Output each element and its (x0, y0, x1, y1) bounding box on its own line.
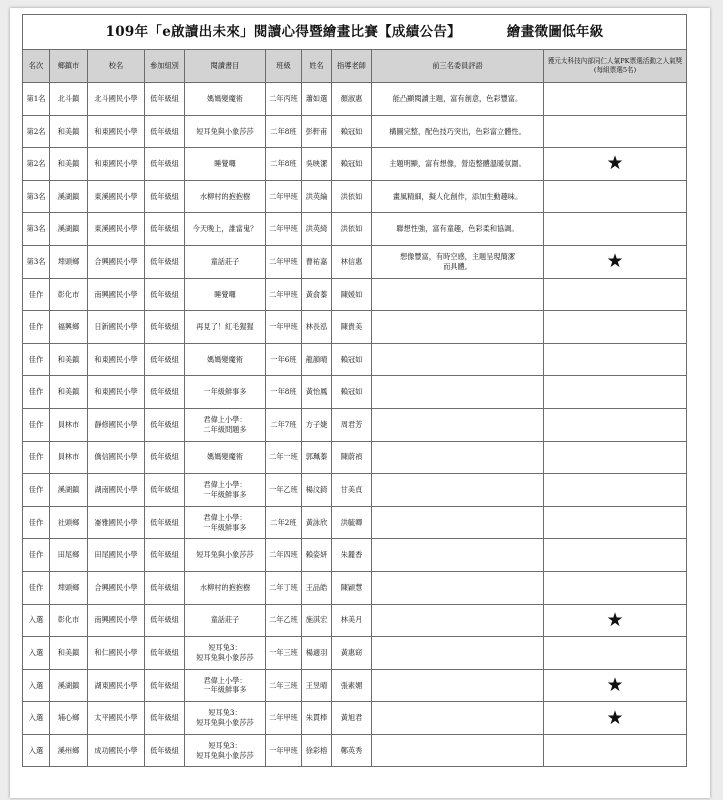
cell-town: 溪湖鎮 (50, 180, 88, 213)
table-row (23, 148, 687, 181)
cell-comment (372, 571, 544, 604)
cell-name: 賴姿妍 (302, 539, 332, 572)
cell-group: 低年級組 (145, 343, 185, 376)
cell-book: 媽媽變魔術 (185, 441, 266, 474)
cell-class: 二年8班 (266, 115, 302, 148)
cell-name: 徐彩榕 (302, 734, 332, 767)
document-page (10, 8, 710, 798)
cell-rank: 入選 (23, 702, 50, 735)
cell-class: 二年四班 (266, 539, 302, 572)
cell-popularity-star (544, 571, 687, 604)
cell-book: 媽媽變魔術 (185, 343, 266, 376)
cell-group: 低年級組 (145, 408, 185, 441)
cell-class: 二年2班 (266, 506, 302, 539)
cell-name: 蕭如選 (302, 83, 332, 116)
cell-book: 童話莊子 (185, 245, 266, 278)
cell-town: 溪湖鎮 (50, 474, 88, 507)
title-main: 109年「e啟讀出未來」閱讀心得暨繪畫比賽【成績公告】 (105, 23, 461, 40)
cell-popularity-star (544, 311, 687, 344)
cell-town: 員林市 (50, 441, 88, 474)
cell-popularity-star (544, 115, 687, 148)
cell-book: 睡覺囉 (185, 278, 266, 311)
cell-popularity-star (544, 376, 687, 409)
cell-name: 彭軒甫 (302, 115, 332, 148)
cell-book: 媽媽變魔術 (185, 83, 266, 116)
cell-rank: 佳作 (23, 376, 50, 409)
cell-popularity-star (544, 343, 687, 376)
header-row (23, 50, 687, 83)
cell-comment (372, 343, 544, 376)
table-row (23, 115, 687, 148)
cell-rank: 佳作 (23, 474, 50, 507)
cell-class: 一年6班 (266, 343, 302, 376)
cell-teacher: 陳媛如 (332, 278, 372, 311)
cell-school: 合興國民小學 (88, 245, 145, 278)
cell-school: 南興國民小學 (88, 604, 145, 637)
cell-comment: 構圖完整，配色技巧突出，色彩富立體性。 (372, 115, 544, 148)
cell-book: 再見了！紅毛猩猩 (185, 311, 266, 344)
cell-book: 水柳村的抱抱樹 (185, 571, 266, 604)
cell-school: 湖南國民小學 (88, 474, 145, 507)
cell-comment: 主題明顯，富有想像，營造整體溫暖氛圍。 (372, 148, 544, 181)
col-header-teacher: 指導老師 (332, 50, 372, 83)
cell-school: 和東國民小學 (88, 115, 145, 148)
col-header-popularity: 獲元太科技內部同仁人氣PK票選活動之人氣獎(每組票選5名) (544, 50, 687, 83)
cell-town: 北斗鎮 (50, 83, 88, 116)
cell-popularity-star (544, 180, 687, 213)
cell-school: 田尾國民小學 (88, 539, 145, 572)
cell-town: 溪湖鎮 (50, 669, 88, 702)
col-header-group: 參加組別 (145, 50, 185, 83)
cell-teacher: 甘美貞 (332, 474, 372, 507)
cell-comment (372, 408, 544, 441)
cell-rank: 入選 (23, 604, 50, 637)
cell-rank: 第2名 (23, 148, 50, 181)
cell-comment (372, 506, 544, 539)
cell-name: 王昱晴 (302, 669, 332, 702)
cell-rank: 佳作 (23, 311, 50, 344)
cell-name: 王品皓 (302, 571, 332, 604)
cell-popularity-star (544, 734, 687, 767)
table-row (23, 441, 687, 474)
cell-group: 低年級組 (145, 83, 185, 116)
cell-rank: 入選 (23, 669, 50, 702)
cell-school: 成功國民小學 (88, 734, 145, 767)
col-header-rank: 名次 (23, 50, 50, 83)
table-row (23, 278, 687, 311)
cell-book: 君偉上小學： 一年級鮮事多 (185, 474, 266, 507)
cell-rank: 佳作 (23, 571, 50, 604)
cell-name: 楊汶錡 (302, 474, 332, 507)
table-row (23, 506, 687, 539)
cell-town: 彰化市 (50, 604, 88, 637)
cell-town: 社頭鄉 (50, 506, 88, 539)
cell-rank: 佳作 (23, 539, 50, 572)
cell-class: 二年丁班 (266, 571, 302, 604)
cell-rank: 佳作 (23, 441, 50, 474)
cell-rank: 佳作 (23, 343, 50, 376)
cell-comment: 聯想性強，富有童趣，色彩柔和協調。 (372, 213, 544, 246)
cell-popularity-star (544, 637, 687, 670)
cell-group: 低年級組 (145, 180, 185, 213)
cell-book: 今天晚上，誰當鬼？ (185, 213, 266, 246)
table-row (23, 637, 687, 670)
cell-group: 低年級組 (145, 702, 185, 735)
cell-comment (372, 604, 544, 637)
cell-class: 二年7班 (266, 408, 302, 441)
cell-comment (372, 441, 544, 474)
cell-name: 方子婕 (302, 408, 332, 441)
table-row (23, 539, 687, 572)
cell-rank: 第2名 (23, 115, 50, 148)
cell-group: 低年級組 (145, 669, 185, 702)
cell-popularity-star (544, 278, 687, 311)
cell-book: 君偉上小學： 一年級鮮事多 (185, 669, 266, 702)
cell-comment (372, 669, 544, 702)
cell-book: 君偉上小學： 二年級問題多 (185, 408, 266, 441)
cell-teacher: 林信惠 (332, 245, 372, 278)
cell-comment (372, 311, 544, 344)
cell-comment (372, 702, 544, 735)
cell-class: 一年甲班 (266, 311, 302, 344)
cell-teacher: 鄭英秀 (332, 734, 372, 767)
cell-comment (372, 637, 544, 670)
cell-comment (372, 539, 544, 572)
cell-teacher: 林美月 (332, 604, 372, 637)
cell-class: 二年8班 (266, 148, 302, 181)
cell-rank: 佳作 (23, 408, 50, 441)
title-row (23, 15, 687, 50)
cell-group: 低年級組 (145, 604, 185, 637)
cell-teacher: 洪毓卿 (332, 506, 372, 539)
cell-town: 和美鎮 (50, 343, 88, 376)
star-icon: ★ (544, 604, 687, 637)
cell-popularity-star (544, 83, 687, 116)
cell-group: 低年級組 (145, 213, 185, 246)
cell-school: 僑信國民小學 (88, 441, 145, 474)
cell-school: 太平國民小學 (88, 702, 145, 735)
cell-name: 施淇宏 (302, 604, 332, 637)
cell-teacher: 張素媚 (332, 669, 372, 702)
cell-name: 黃怡鳳 (302, 376, 332, 409)
cell-group: 低年級組 (145, 637, 185, 670)
cell-teacher: 洪依如 (332, 213, 372, 246)
table-body (23, 83, 687, 767)
col-header-class: 班級 (266, 50, 302, 83)
cell-group: 低年級組 (145, 441, 185, 474)
cell-name: 洪英綸 (302, 180, 332, 213)
cell-comment: 想像豐富，有時空感，主題呈現簡潔 而具體。 (372, 245, 544, 278)
cell-name: 朱貫棒 (302, 702, 332, 735)
cell-name: 黃詠欣 (302, 506, 332, 539)
table-row (23, 702, 687, 735)
cell-comment: 能凸顯閱讀主題，富有創意，色彩豐富。 (372, 83, 544, 116)
table-row (23, 474, 687, 507)
cell-school: 和東國民小學 (88, 376, 145, 409)
cell-class: 二年甲班 (266, 180, 302, 213)
cell-group: 低年級組 (145, 278, 185, 311)
cell-name: 林長泓 (302, 311, 332, 344)
table-row (23, 376, 687, 409)
col-header-school: 校名 (88, 50, 145, 83)
cell-rank: 第3名 (23, 245, 50, 278)
cell-school: 和東國民小學 (88, 343, 145, 376)
cell-name: 龍韻晴 (302, 343, 332, 376)
cell-rank: 第3名 (23, 180, 50, 213)
star-icon: ★ (544, 702, 687, 735)
table-row (23, 311, 687, 344)
cell-group: 低年級組 (145, 148, 185, 181)
table-row (23, 245, 687, 278)
cell-town: 和美鎮 (50, 637, 88, 670)
cell-class: 一年三班 (266, 637, 302, 670)
cell-book: 水柳村的抱抱樹 (185, 180, 266, 213)
col-header-name: 姓名 (302, 50, 332, 83)
cell-town: 溪州鄉 (50, 734, 88, 767)
cell-teacher: 賴冠如 (332, 343, 372, 376)
cell-town: 田尾鄉 (50, 539, 88, 572)
cell-town: 福興鄉 (50, 311, 88, 344)
cell-town: 埔心鄉 (50, 702, 88, 735)
cell-book: 君偉上小學： 一年級鮮事多 (185, 506, 266, 539)
cell-town: 彰化市 (50, 278, 88, 311)
cell-teacher: 周君芳 (332, 408, 372, 441)
table-row (23, 180, 687, 213)
col-header-town: 鄉鎮市 (50, 50, 88, 83)
cell-name: 黃俞蓁 (302, 278, 332, 311)
cell-group: 低年級組 (145, 539, 185, 572)
cell-name: 曹祐嘉 (302, 245, 332, 278)
cell-popularity-star (544, 474, 687, 507)
cell-comment (372, 376, 544, 409)
cell-class: 一年8班 (266, 376, 302, 409)
cell-town: 和美鎮 (50, 376, 88, 409)
cell-school: 湖東國民小學 (88, 669, 145, 702)
cell-town: 和美鎮 (50, 148, 88, 181)
cell-class: 二年甲班 (266, 245, 302, 278)
cell-group: 低年級組 (145, 245, 185, 278)
cell-teacher: 賴冠如 (332, 115, 372, 148)
cell-teacher: 洪依如 (332, 180, 372, 213)
cell-school: 和仁國民小學 (88, 637, 145, 670)
cell-teacher: 顏淑惠 (332, 83, 372, 116)
cell-school: 崙雅國民小學 (88, 506, 145, 539)
cell-name: 郭珮蓁 (302, 441, 332, 474)
cell-class: 二年甲班 (266, 213, 302, 246)
table-row (23, 83, 687, 116)
table-row (23, 571, 687, 604)
cell-teacher: 陳蔚禎 (332, 441, 372, 474)
cell-teacher: 黃旭君 (332, 702, 372, 735)
star-icon: ★ (544, 245, 687, 278)
cell-group: 低年級組 (145, 311, 185, 344)
cell-name: 洪英綺 (302, 213, 332, 246)
table-row (23, 343, 687, 376)
cell-class: 二年丙班 (266, 83, 302, 116)
cell-teacher: 賴冠如 (332, 148, 372, 181)
cell-name: 楊適羽 (302, 637, 332, 670)
star-icon: ★ (544, 669, 687, 702)
cell-town: 埤頭鄉 (50, 245, 88, 278)
cell-rank: 入選 (23, 734, 50, 767)
cell-rank: 第3名 (23, 213, 50, 246)
cell-school: 東溪國民小學 (88, 213, 145, 246)
cell-book: 短耳兔3： 短耳兔與小象莎莎 (185, 734, 266, 767)
cell-popularity-star (544, 441, 687, 474)
cell-class: 二年三班 (266, 669, 302, 702)
cell-class: 二年乙班 (266, 604, 302, 637)
star-icon: ★ (544, 148, 687, 181)
cell-popularity-star (544, 408, 687, 441)
cell-class: 一年乙班 (266, 474, 302, 507)
cell-class: 一年甲班 (266, 734, 302, 767)
cell-school: 靜修國民小學 (88, 408, 145, 441)
cell-group: 低年級組 (145, 506, 185, 539)
cell-teacher: 賴冠如 (332, 376, 372, 409)
cell-school: 南興國民小學 (88, 278, 145, 311)
cell-name: 吳映潔 (302, 148, 332, 181)
cell-comment (372, 474, 544, 507)
cell-group: 低年級組 (145, 115, 185, 148)
cell-book: 短耳兔與小象莎莎 (185, 115, 266, 148)
cell-book: 童話莊子 (185, 604, 266, 637)
table-row (23, 408, 687, 441)
cell-book: 一年級鮮事多 (185, 376, 266, 409)
cell-rank: 佳作 (23, 278, 50, 311)
results-table (22, 14, 687, 767)
cell-class: 二年甲班 (266, 702, 302, 735)
cell-rank: 入選 (23, 637, 50, 670)
cell-comment (372, 734, 544, 767)
cell-teacher: 陳貴美 (332, 311, 372, 344)
cell-comment (372, 278, 544, 311)
cell-group: 低年級組 (145, 571, 185, 604)
cell-book: 短耳兔與小象莎莎 (185, 539, 266, 572)
cell-teacher: 黃惠窈 (332, 637, 372, 670)
cell-town: 和美鎮 (50, 115, 88, 148)
table-row (23, 669, 687, 702)
cell-town: 溪湖鎮 (50, 213, 88, 246)
table-row (23, 734, 687, 767)
col-header-book: 閱讀書目 (185, 50, 266, 83)
cell-town: 員林市 (50, 408, 88, 441)
title-sub: 繪畫徵圖低年級 (506, 23, 604, 40)
cell-group: 低年級組 (145, 474, 185, 507)
col-header-comment: 前三名委員評語 (372, 50, 544, 83)
cell-group: 低年級組 (145, 376, 185, 409)
cell-school: 日新國民小學 (88, 311, 145, 344)
cell-school: 東溪國民小學 (88, 180, 145, 213)
document-title (23, 15, 687, 50)
cell-school: 北斗國民小學 (88, 83, 145, 116)
cell-comment: 畫風精細，擬人化創作，添加生動趣味。 (372, 180, 544, 213)
cell-rank: 第1名 (23, 83, 50, 116)
cell-book: 睡覺囉 (185, 148, 266, 181)
cell-book: 短耳兔3： 短耳兔與小象莎莎 (185, 702, 266, 735)
cell-rank: 佳作 (23, 506, 50, 539)
cell-school: 和東國民小學 (88, 148, 145, 181)
cell-book: 短耳兔3： 短耳兔與小象莎莎 (185, 637, 266, 670)
cell-town: 埤頭鄉 (50, 571, 88, 604)
cell-popularity-star (544, 539, 687, 572)
cell-popularity-star (544, 506, 687, 539)
cell-school: 合興國民小學 (88, 571, 145, 604)
table-row (23, 213, 687, 246)
cell-teacher: 朱麗香 (332, 539, 372, 572)
cell-popularity-star (544, 213, 687, 246)
cell-class: 二年一班 (266, 441, 302, 474)
cell-class: 二年甲班 (266, 278, 302, 311)
table-row (23, 604, 687, 637)
cell-teacher: 陳穎慧 (332, 571, 372, 604)
cell-group: 低年級組 (145, 734, 185, 767)
